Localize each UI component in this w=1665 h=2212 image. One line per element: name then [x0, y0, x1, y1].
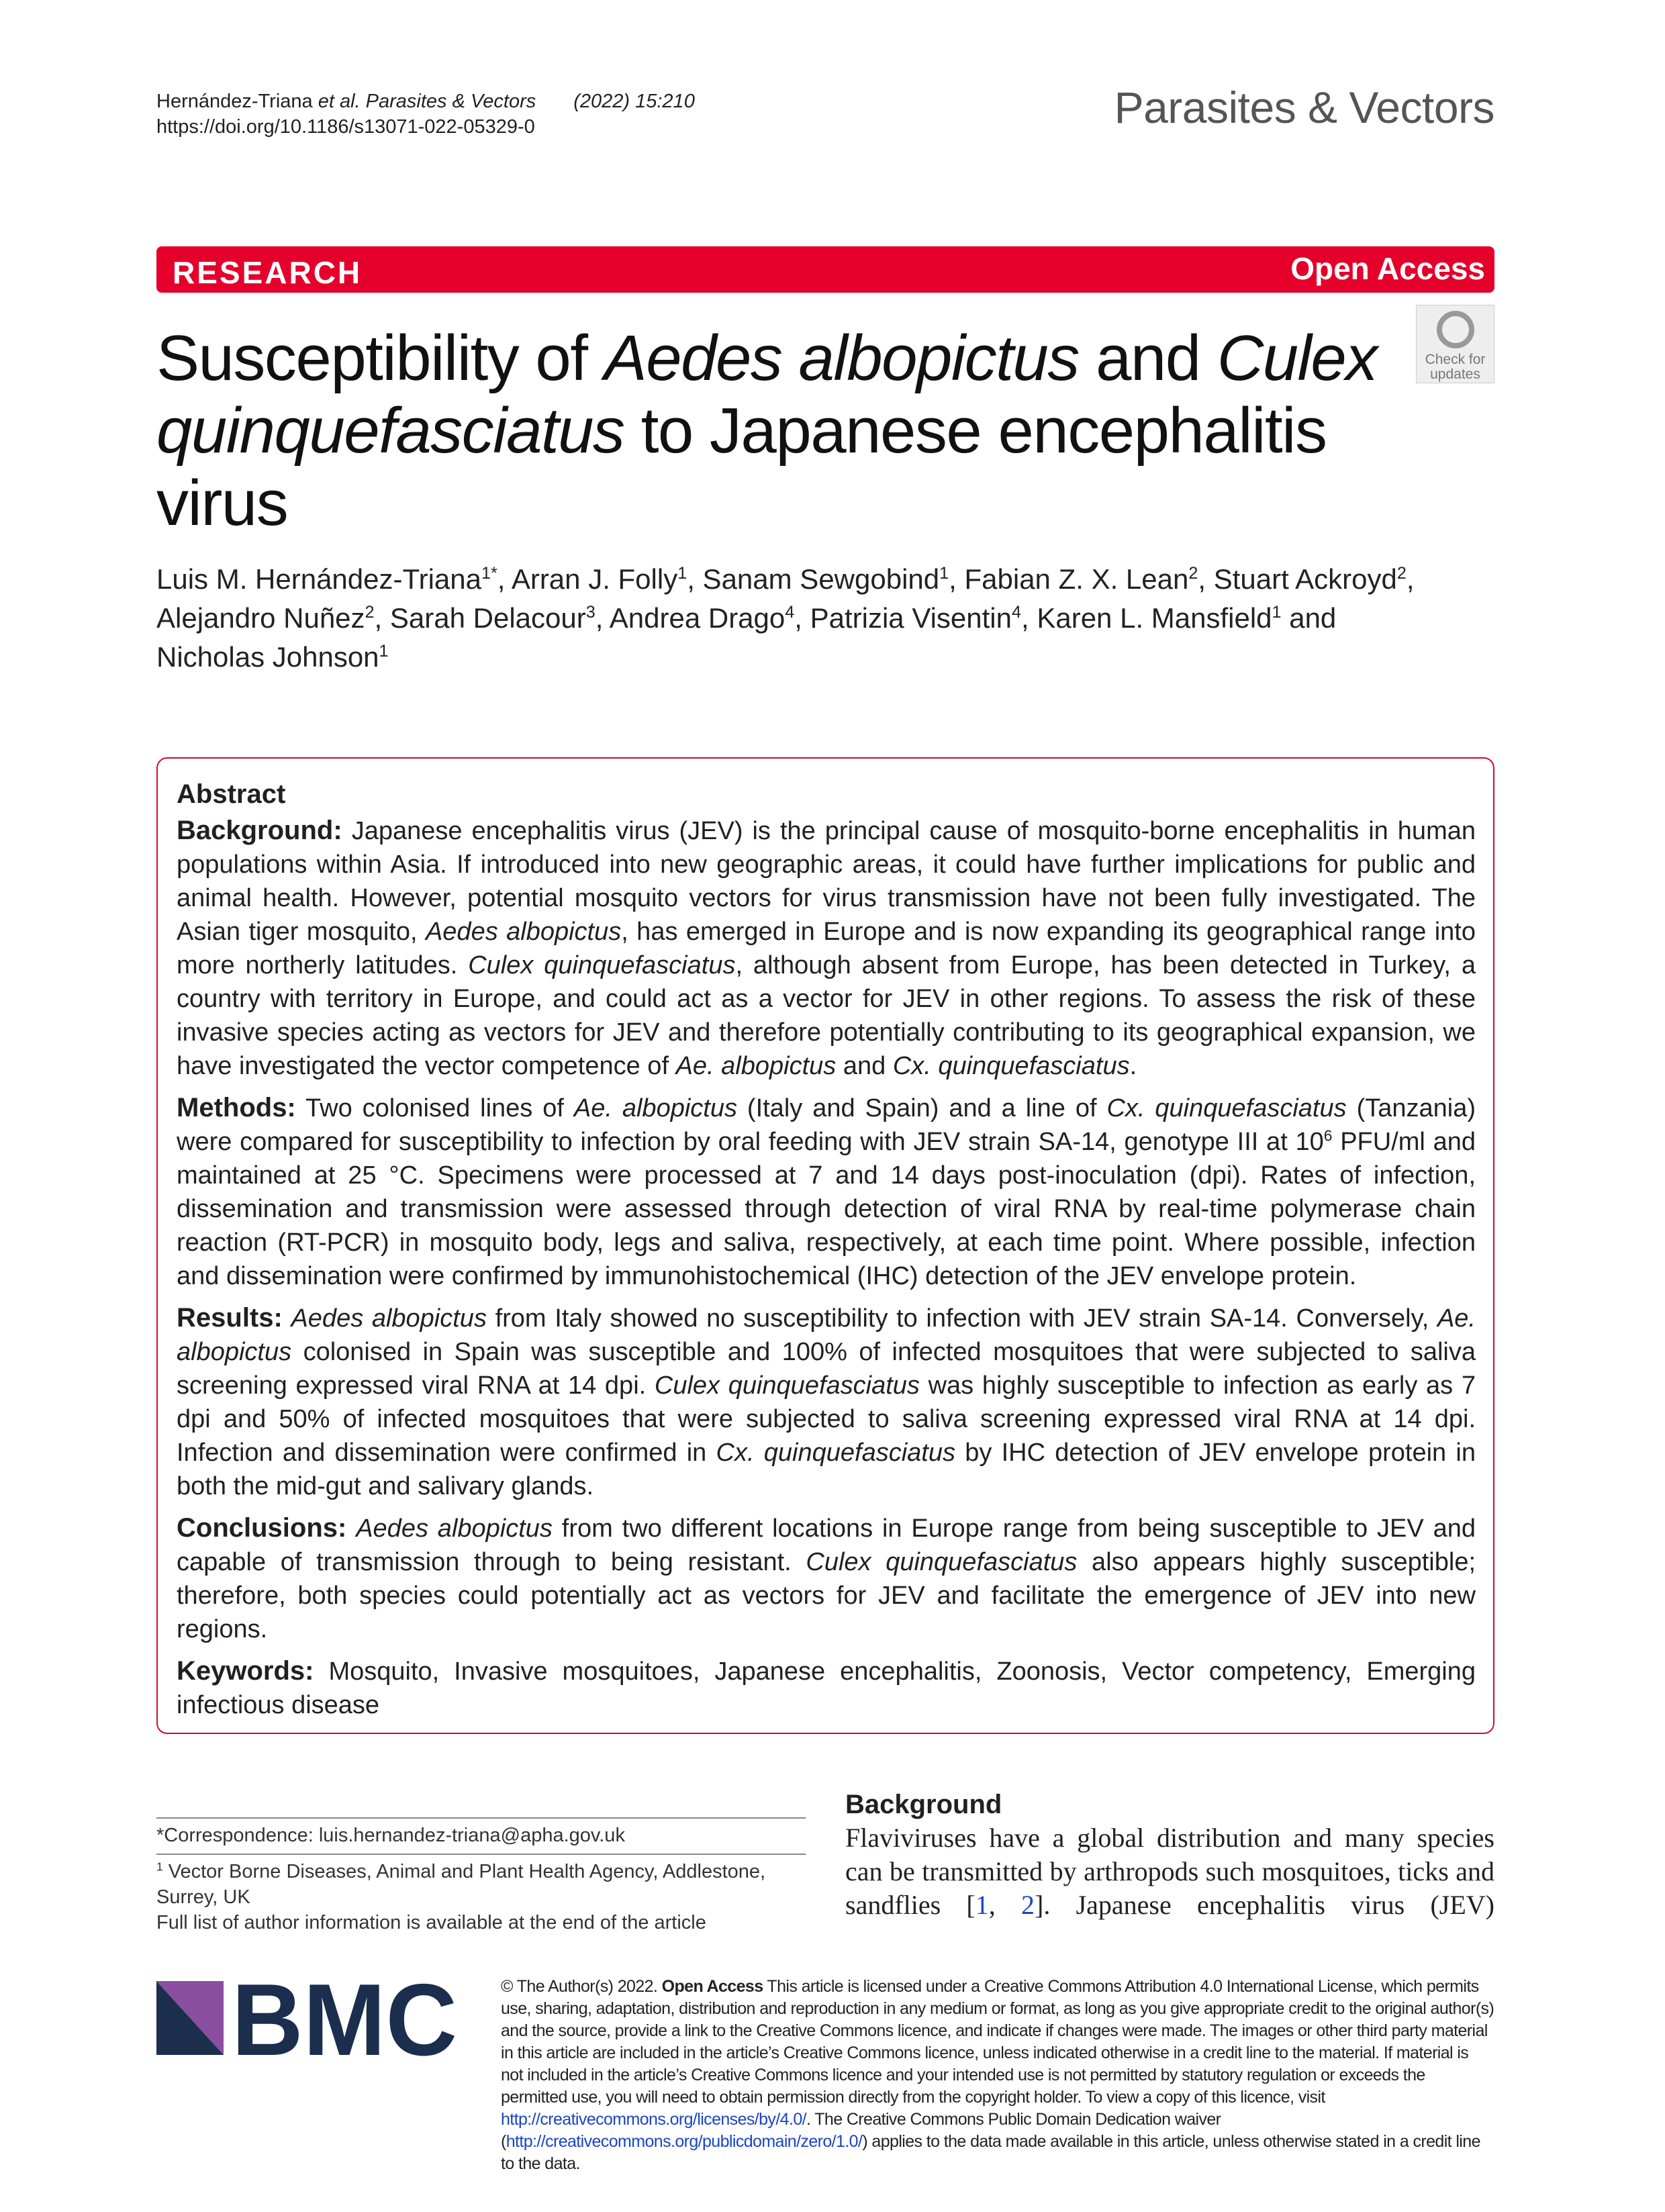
abstract-results	[177, 1301, 1476, 1503]
reference-link[interactable]: http://creativecommons.org/publicdomain/zero/1.0/	[506, 2132, 863, 2151]
text-segment: Aedes albopictus	[291, 1304, 487, 1333]
affiliation	[156, 1854, 806, 1910]
author-list	[156, 560, 1432, 677]
bmc-logo	[156, 1978, 459, 2059]
text-segment: 2	[1396, 564, 1407, 583]
text-segment: Methods:	[177, 1093, 296, 1122]
footnotes	[156, 1817, 806, 1935]
text-segment: 1	[939, 564, 949, 583]
abstract-keywords	[177, 1654, 1476, 1722]
text-segment: , Arran J. Folly	[497, 563, 678, 595]
text-segment: Two colonised lines of	[295, 1094, 574, 1122]
doi-link[interactable]: https://doi.org/10.1186/s13071-022-05329-0	[156, 116, 535, 138]
text-segment: Results:	[177, 1303, 283, 1333]
text-segment: , Stuart Ackroyd	[1198, 563, 1397, 595]
text-segment: 1*	[481, 564, 497, 583]
text-segment: Background:	[177, 816, 342, 845]
journal-name: Parasites & Vectors	[1114, 83, 1494, 132]
text-segment: 1	[1272, 603, 1282, 622]
license-row	[156, 1976, 1494, 2175]
text-segment: ]. Japanese encephalitis virus (JEV)	[1035, 1890, 1494, 1920]
text-segment: and	[1078, 322, 1217, 394]
background-section	[845, 1788, 1494, 1922]
text-segment: PFU/ml and maintained at 25 °C. Specimens were processed at 7 and 14 days post-inoculation (dpi). Rates of infection, dissemination and transmission were assessed through detection of viral RNA by real-time polymerase chain reaction (RT-PCR) in mosquito body, legs and saliva, respectively, at each time point. Where possible, infection and dissemination were confirmed by immunohistochemical (IHC) detection of the JEV envelope protein.	[177, 1128, 1476, 1290]
text-segment: Mosquito, Invasive mosquitoes, Japanese encephalitis, Zoonosis, Vector competency, Emerging infectious disease	[177, 1657, 1476, 1719]
text-segment: to Japanese encephalitis virus	[156, 395, 1327, 539]
text-segment: , has emerged in Europe and is now expanding its geographical range into more northerly latitudes.	[177, 918, 1476, 979]
text-segment: (Tanzania) were compared for susceptibility to infection by oral feeding with JEV strain SA-14, genotype III at 10	[177, 1094, 1476, 1156]
crossmark-line1: Check for	[1425, 352, 1486, 367]
text-segment: Culex quinquefasciatus	[806, 1548, 1078, 1576]
text-segment: , Fabian Z. X. Lean	[949, 563, 1189, 595]
text-segment: , although absent from Europe, has been detected in Turkey, a country with territory in Europe, and could act as a vector for JEV in other regions. To assess the risk of these invasive species acting as vectors for JEV and therefore potentially contributing to its geographical expansion, we have investigated the vector competence of	[177, 951, 1476, 1080]
article-type-band	[156, 246, 1494, 293]
abstract-box	[156, 757, 1494, 1734]
text-segment: , Karen L. Mansfield	[1021, 602, 1272, 634]
text-segment: 4	[1011, 603, 1021, 622]
text-segment	[283, 1304, 291, 1333]
text-segment: . The Creative Commons Public Domain Dedication waiver (	[501, 2110, 1221, 2151]
svg-text:BMC: BMC	[232, 1978, 457, 2059]
text-segment: 1	[677, 564, 687, 583]
text-segment: , Sarah Delacour	[374, 602, 586, 634]
text-segment: Cx. quinquefasciatus	[1106, 1094, 1347, 1122]
text-segment: © The Author(s) 2022.	[501, 1977, 662, 1996]
background-text	[845, 1821, 1494, 1922]
text-segment: 1	[379, 642, 389, 661]
citation-year: (2022) 15:210	[573, 91, 695, 112]
text-segment: ) applies to the data made available in this article, unless otherwise stated in a credit line to the data.	[501, 2132, 1480, 2173]
text-segment: was highly susceptible to infection as early as 7 dpi and 50% of infected mosquitoes that were subjected to saliva screening expressed viral RNA at 14 dpi. Infection and dissemination were confirmed in	[177, 1372, 1476, 1467]
text-segment: and	[836, 1052, 893, 1080]
text-segment: Flaviviruses have a global distribution and many species can be transmitted by arthropods such mosquitoes, ticks and sandflies [	[845, 1823, 1494, 1920]
text-segment: 4	[785, 603, 795, 622]
text-segment: Keywords:	[177, 1656, 314, 1686]
citation-header	[156, 89, 695, 140]
text-segment: 1	[156, 1860, 163, 1874]
text-segment: 2	[1188, 564, 1198, 583]
text-segment: Luis M. Hernández-Triana	[156, 563, 481, 595]
text-segment: (Italy and Spain) and a line of	[736, 1094, 1107, 1122]
reference-link[interactable]: 2	[1021, 1890, 1035, 1920]
text-segment: Ae. albopictus	[177, 1304, 1476, 1366]
text-segment: colonised in Spain was susceptible and 100% of infected mosquitoes that were subjected to saliva screening expressed viral RNA at 14 dpi.	[177, 1338, 1476, 1400]
reference-link[interactable]: http://creativecommons.org/licenses/by/4.0/	[501, 2110, 806, 2129]
abstract-conclusions	[177, 1511, 1476, 1646]
text-segment: Aedes albopictus	[356, 1514, 553, 1543]
text-segment: 3	[585, 603, 596, 622]
crossmark-line2: updates	[1430, 367, 1480, 382]
article-type: RESEARCH	[173, 255, 363, 290]
text-segment: and Nicholas Johnson	[156, 602, 1337, 673]
text-segment	[346, 1514, 356, 1543]
text-segment: Japanese encephalitis virus (JEV) is the principal cause of mosquito-borne encephalitis in human populations within Asia. If introduced into new geographic areas, it could have further implications for public and animal health. However, potential mosquito vectors for virus transmission have not been fully investigated. The Asian tiger mosquito,	[177, 817, 1476, 946]
text-segment: Culex quinquefasciatus	[156, 322, 1377, 467]
text-segment: Aedes albopictus	[604, 322, 1079, 394]
citation-authors: Hernández-Triana	[156, 91, 313, 112]
text-segment: Ae. albopictus	[675, 1052, 837, 1080]
text-segment: Conclusions:	[177, 1513, 347, 1543]
abstract-methods	[177, 1091, 1476, 1293]
abstract-heading: Abstract	[177, 779, 286, 809]
text-segment: also appears highly susceptible; therefore, both species could potentially act as vectors for JEV and facilitate the emergence of JEV into new regions.	[177, 1548, 1476, 1643]
license-text	[501, 1976, 1494, 2175]
text-segment: , Alejandro Nuñez	[156, 563, 1415, 634]
text-segment: from two different locations in Europe range from being susceptible to JEV and capable of transmission through to being resistant.	[177, 1514, 1476, 1576]
text-segment: Open Access	[661, 1977, 763, 1996]
text-segment: , Sanam Sewgobind	[687, 563, 940, 595]
open-access-label: Open Access	[1290, 251, 1485, 286]
text-segment: Cx. quinquefasciatus	[716, 1439, 955, 1467]
background-heading: Background	[845, 1790, 1002, 1819]
text-segment: This article is licensed under a Creative Commons Attribution 4.0 International License, which permits use, sharing, adaptation, distribution and reproduction in any medium or format, as long as you give appropriate credit to the original author(s) and the source, provide a link to the Creative Commons licence, and indicate if changes were made. The images or other third party material in this article are included in the article’s Creative Commons licence, unless indicated otherwise in a credit line to the material. If material is not included in the article’s Creative Commons licence and your intended use is not permitted by statutory regulation or exceeds the permitted use, you will need to obtain permission directly from the copyright holder. To view a copy of this licence, visit	[501, 1977, 1494, 2107]
text-segment: , Patrizia Visentin	[794, 602, 1012, 634]
text-segment: Vector Borne Diseases, Animal and Plant Health Agency, Addlestone, Surrey, UK	[156, 1861, 766, 1908]
abstract-background	[177, 814, 1476, 1083]
text-segment: Culex quinquefasciatus	[654, 1372, 920, 1400]
text-segment: Cx. quinquefasciatus	[892, 1052, 1130, 1080]
article-title	[156, 322, 1398, 540]
text-segment: Susceptibility of	[156, 322, 604, 394]
text-segment: Culex quinquefasciatus	[468, 951, 736, 979]
text-segment: Ae. albopictus	[573, 1094, 737, 1122]
lower-columns	[156, 1788, 1494, 1935]
text-segment: ,	[988, 1890, 1021, 1920]
article-body	[156, 322, 1494, 2175]
author-info-note: Full list of author information is available at the end of the article	[156, 1912, 706, 1933]
text-segment: by IHC detection of JEV envelope protein in both the mid-gut and salivary glands.	[177, 1439, 1476, 1500]
reference-link[interactable]: 1	[975, 1890, 989, 1920]
text-segment: Aedes albopictus	[425, 918, 622, 946]
text-segment: .	[1129, 1052, 1137, 1080]
text-segment: , Andrea Drago	[595, 602, 786, 634]
correspondence: *Correspondence: luis.hernandez-triana@apha.gov.uk	[156, 1817, 806, 1854]
text-segment: from Italy showed no susceptibility to infection with JEV strain SA-14. Conversely,	[486, 1304, 1437, 1333]
text-segment: 2	[365, 603, 375, 622]
citation-journal: et al. Parasites & Vectors	[318, 91, 536, 112]
text-segment: 6	[1323, 1126, 1333, 1145]
